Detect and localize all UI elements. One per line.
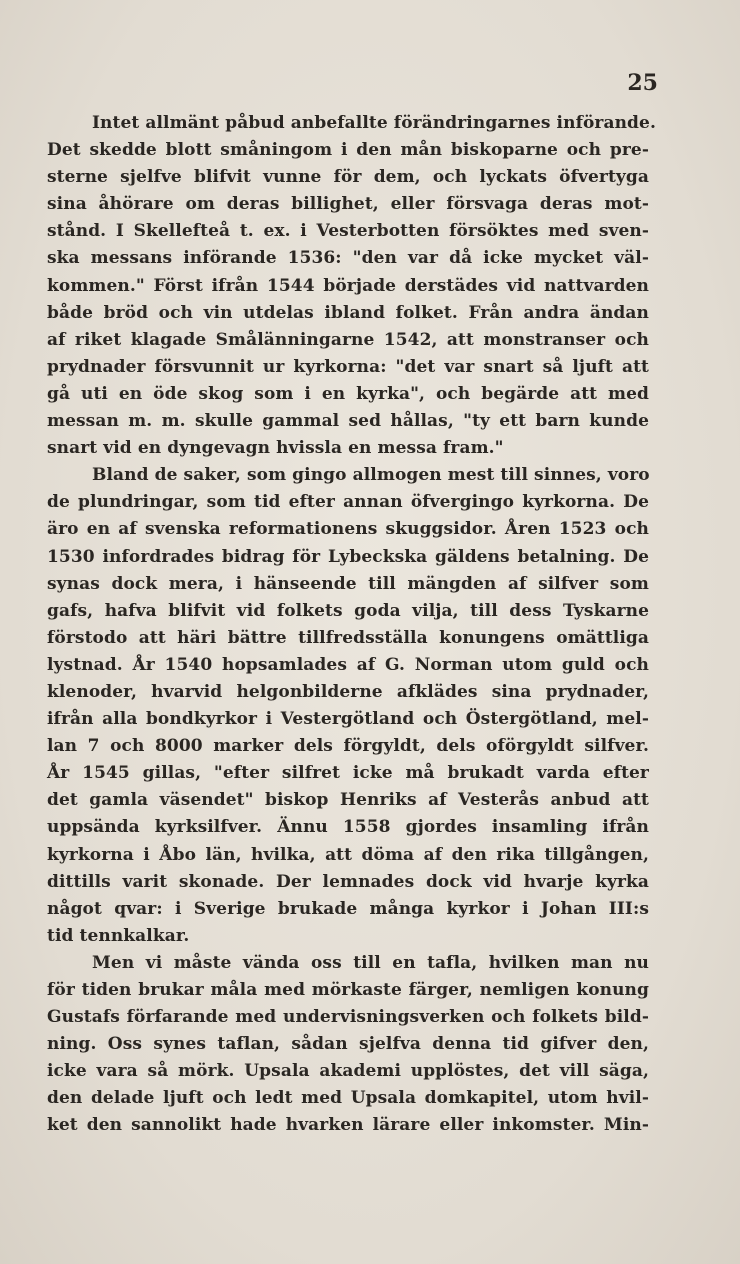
text-line: af riket klagade Smålänningarne 1542, att monstranser och: [47, 329, 649, 350]
text-line: Det skedde blott småningom i den mån biskoparne och pre-: [47, 140, 649, 161]
text-line: gå uti en öde skog som i en kyrka", och begärde att med: [47, 383, 649, 404]
text-line: tid tennkalkar.: [47, 925, 190, 946]
text-line: både bröd och vin utdelas ibland folket. Från andra ändan: [47, 302, 649, 323]
text-line: förstodo att häri bättre tillfredsställa konungens omättliga: [47, 627, 649, 648]
text-line: de plundringar, som tid efter annan öfvergingo kyrkorna. De: [47, 492, 649, 513]
text-line: gafs, hafva blifvit vid folkets goda vilja, till dess Tyskarne: [47, 600, 649, 621]
text-line: ning. Oss synes taflan, sådan sjelfva denna tid gifver den,: [47, 1034, 649, 1055]
text-line: Gustafs förfarande med undervisningsverken och folkets bild-: [47, 1007, 649, 1028]
text-line: Intet allmänt påbud anbefallte förändringarnes införande.: [92, 113, 656, 133]
text-line: sina åhörare om deras billighet, eller försvaga deras mot-: [47, 194, 649, 215]
text-line: snart vid en dyngevagn hvissla en messa fram.": [47, 438, 504, 459]
text-line: för tiden brukar måla med mörkaste färger, nemligen konung: [47, 980, 649, 1000]
text-line: icke vara så mörk. Upsala akademi upplöstes, det vill säga,: [47, 1061, 649, 1082]
body-text: [47, 110, 656, 1140]
text-line: stånd. I Skellefteå t. ex. i Vesterbotten försöktes med sven-: [47, 221, 649, 242]
text-line: äro en af svenska reformationens skuggsidor. Åren 1523 och: [47, 519, 649, 540]
text-line: ska messans införande 1536: "den var då icke mycket väl-: [47, 248, 649, 269]
text-line: lystnad. År 1540 hopsamlades af G. Norman utom guld och: [47, 654, 649, 675]
text-line: det gamla väsendet" biskop Henriks af Vesterås anbud att: [47, 790, 649, 811]
text-line: År 1545 gillas, "efter silfret icke må brukadt varda efter: [47, 763, 649, 784]
text-line: 1530 infordrades bidrag för Lybeckska gäldens betalning. De: [47, 546, 649, 567]
text-line: kyrkorna i Åbo län, hvilka, att döma af den rika tillgången,: [47, 844, 649, 865]
text-line: messan m. m. skulle gammal sed hållas, "ty ett barn kunde: [47, 411, 649, 432]
text-line: ifrån alla bondkyrkor i Vestergötland och Östergötland, mel-: [47, 709, 649, 730]
text-line: något qvar: i Sverige brukade många kyrkor i Johan III:s: [47, 898, 649, 919]
text-line: Bland de saker, som gingo allmogen mest till sinnes, voro: [92, 465, 650, 486]
text-line: dittills varit skonade. Der lemnades dock vid hvarje kyrka: [47, 871, 649, 892]
text-line: kommen." Först ifrån 1544 började derstädes vid nattvarden: [47, 275, 649, 296]
text-line: synas dock mera, i hänseende till mängden af silfver som: [47, 573, 649, 594]
text-line: lan 7 och 8000 marker dels förgyldt, dels oförgyldt silfver.: [47, 736, 649, 757]
text-line: prydnader försvunnit ur kyrkorna: "det var snart så ljuft att: [47, 356, 649, 377]
text-line: sterne sjelfve blifvit vunne för dem, och lyckats öfvertyga: [47, 167, 649, 188]
text-line: Men vi måste vända oss till en tafla, hvilken man nu: [92, 952, 649, 973]
text-line: ket den sannolikt hade hvarken lärare eller inkomster. Min-: [47, 1115, 649, 1136]
text-line: den delade ljuft och ledt med Upsala domkapitel, utom hvil-: [47, 1088, 649, 1109]
page-number: 25: [627, 70, 658, 96]
text-line: klenoder, hvarvid helgonbilderne afklädes sina prydnader,: [47, 681, 649, 702]
text-line: uppsända kyrksilfver. Ännu 1558 gjordes insamling ifrån: [47, 817, 649, 838]
